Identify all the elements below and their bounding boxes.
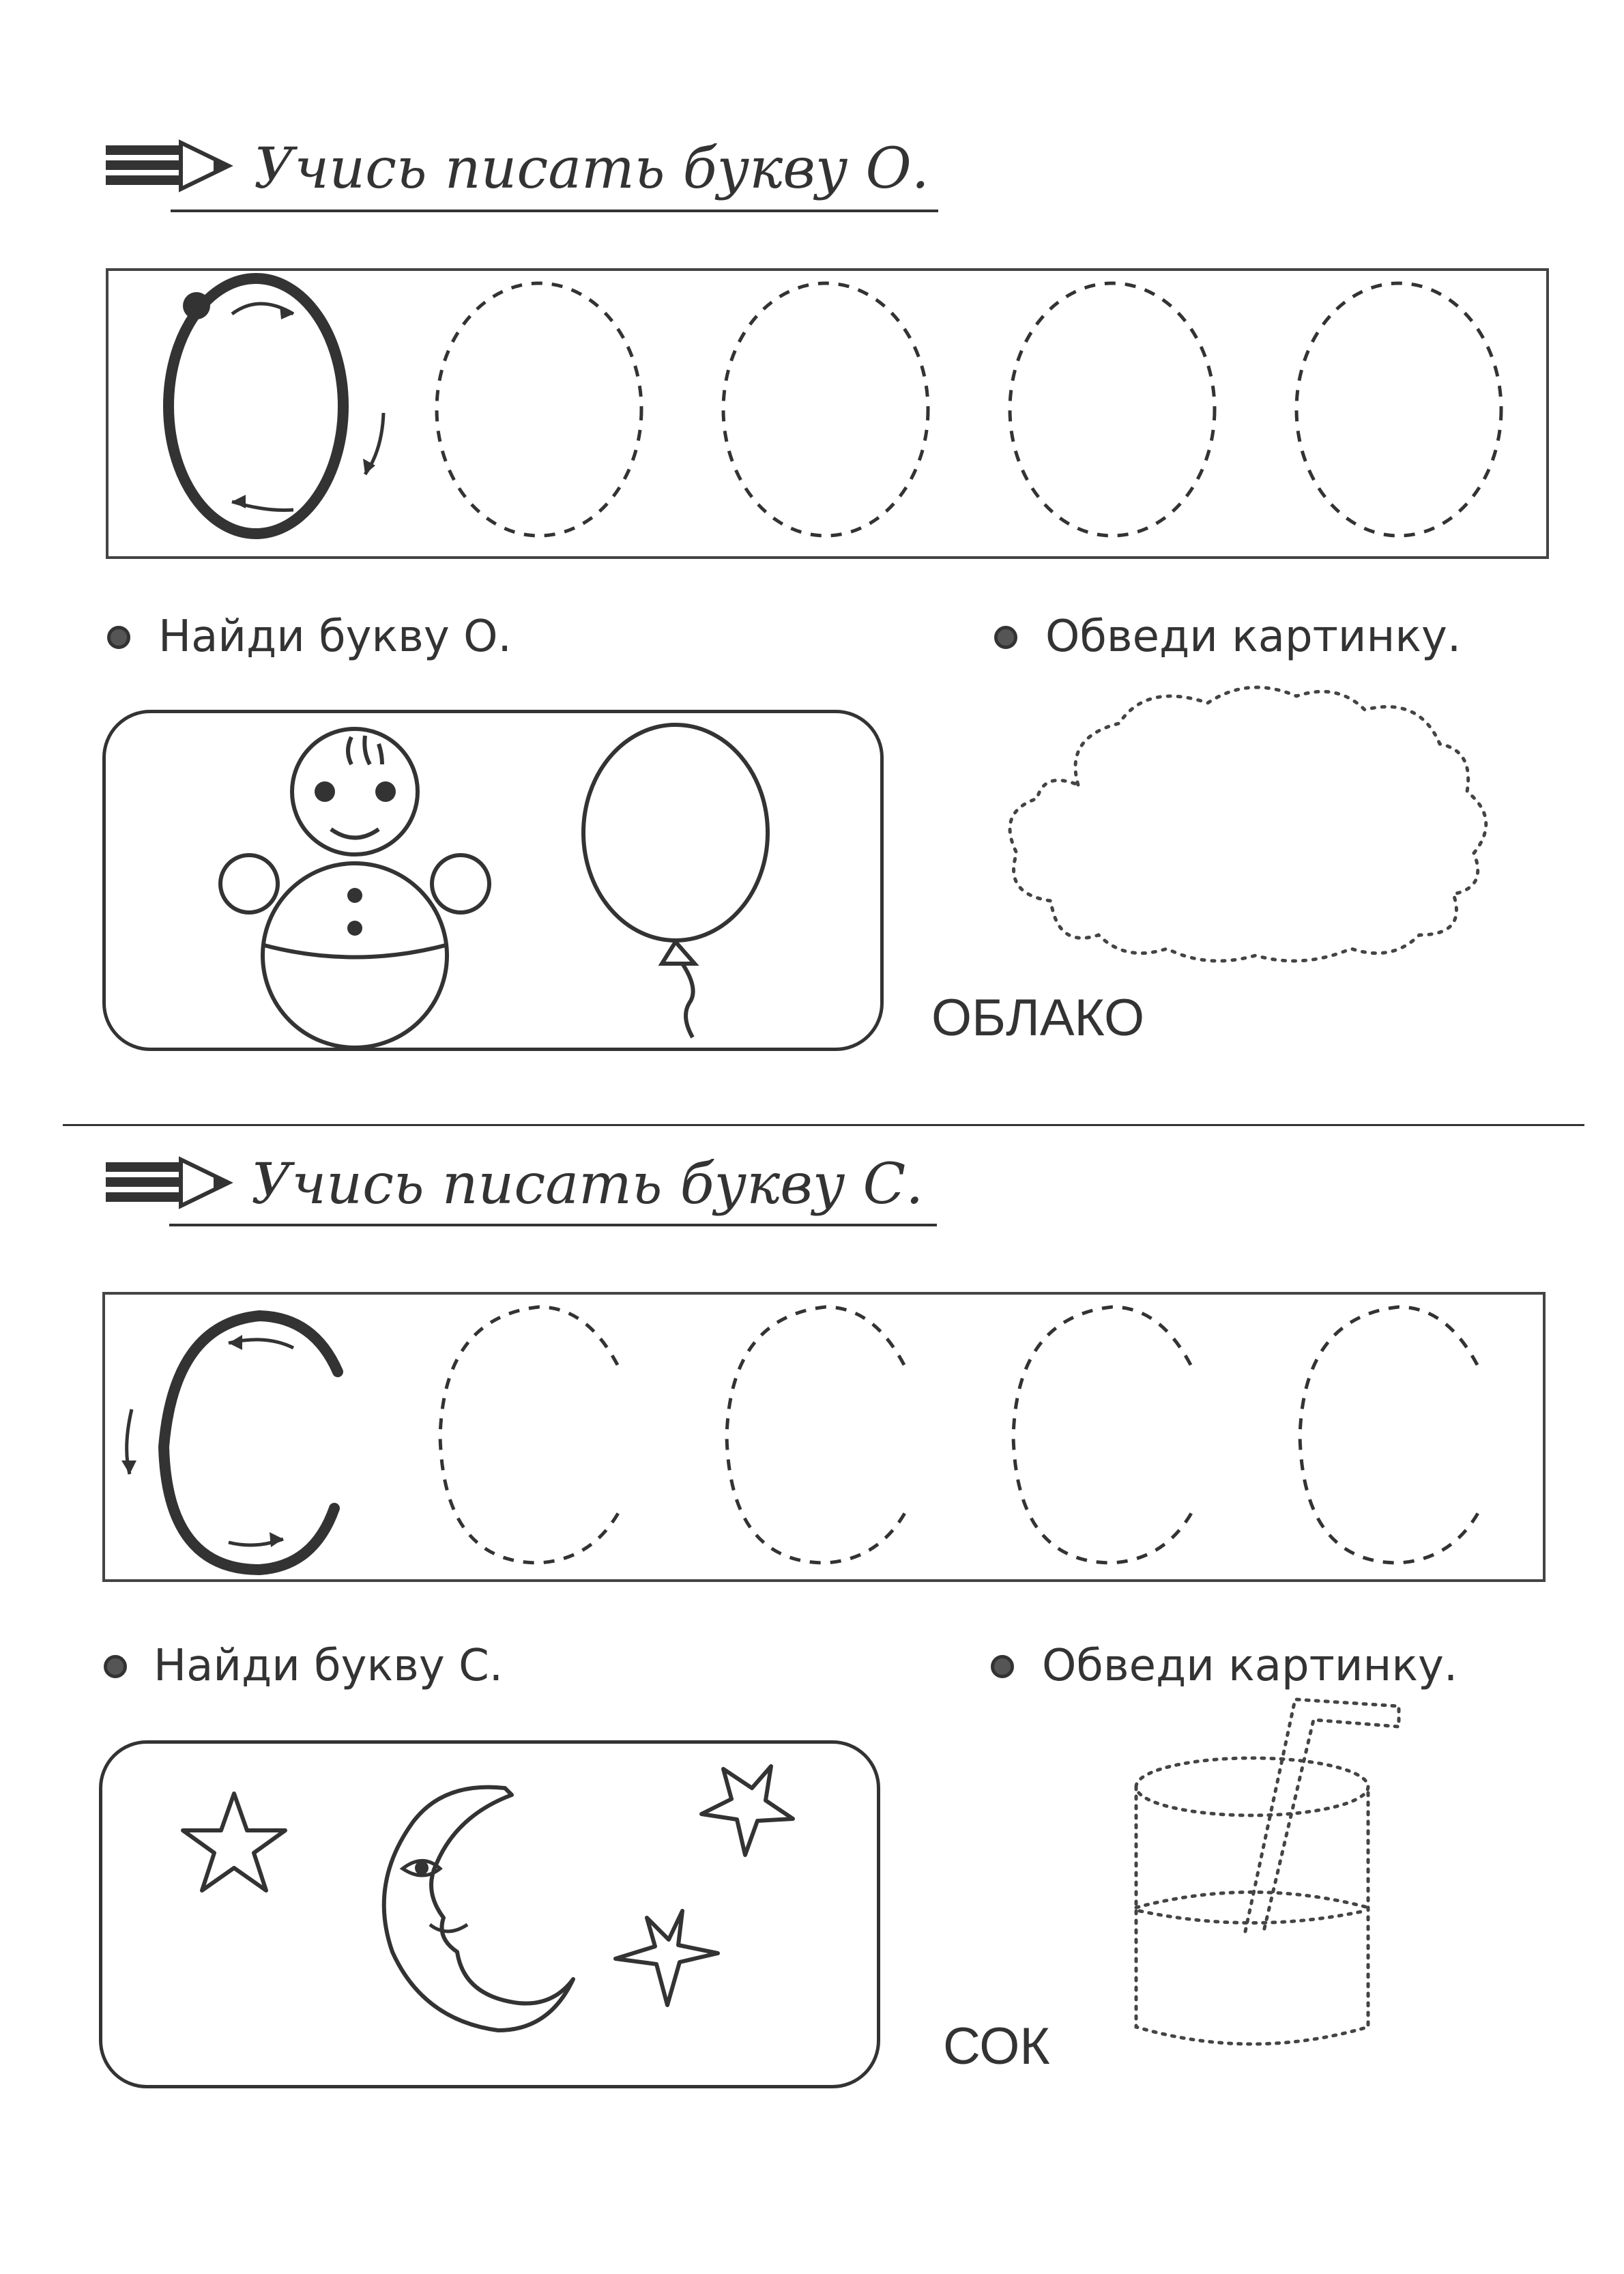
juice-glass-icon	[1119, 1693, 1412, 2075]
o-trace-guides	[423, 273, 1515, 553]
section-o-word: ОБЛАКО	[931, 989, 1145, 1047]
pencil-icon	[106, 1157, 235, 1218]
section-o-title: Учись писать букву О.	[254, 136, 929, 201]
bullet-icon	[994, 626, 1017, 649]
star-icon	[689, 1761, 798, 1870]
pencil-icon	[106, 140, 235, 201]
balloon-icon	[566, 717, 785, 1044]
bullet-icon	[107, 626, 130, 649]
section-c-title: Учись писать букву С.	[251, 1152, 924, 1217]
roly-poly-doll-icon	[212, 717, 498, 1044]
section-o-trace-instruction: Обведи картинку.	[1045, 611, 1462, 662]
c-trace-guides	[423, 1297, 1515, 1577]
o-model-letter	[136, 266, 409, 553]
section-divider	[63, 1124, 1584, 1126]
c-model-letter	[109, 1297, 382, 1583]
section-o-title-underline	[171, 210, 938, 212]
bullet-icon	[104, 1655, 127, 1678]
bullet-icon	[991, 1655, 1014, 1678]
star-icon	[607, 1904, 730, 2013]
section-c-find-instruction: Найди букву С.	[154, 1641, 504, 1691]
section-o-find-instruction: Найди букву О.	[158, 611, 512, 662]
moon-icon	[355, 1768, 587, 2041]
section-c-title-underline	[169, 1224, 937, 1226]
star-icon	[176, 1788, 292, 1904]
section-c-trace-instruction: Обведи картинку.	[1042, 1641, 1458, 1691]
section-c-word: СОК	[943, 2017, 1050, 2075]
cloud-icon	[983, 676, 1515, 990]
